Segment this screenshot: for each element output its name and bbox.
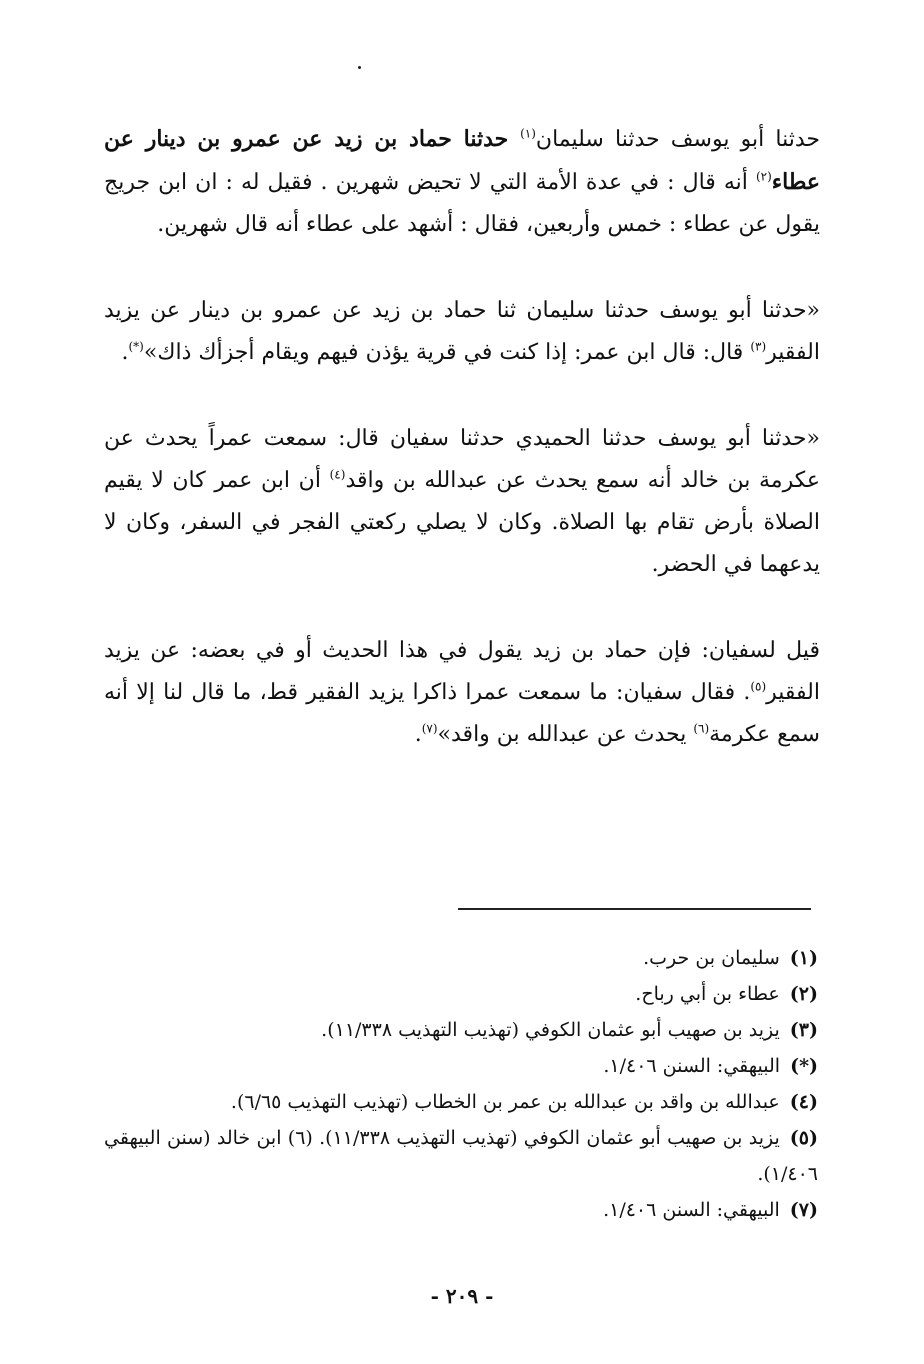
footnote-text: يزيد بن صهيب أبو عثمان الكوفي (تهذيب التهذيب ١١/٣٣٨). <box>321 1019 780 1041</box>
paragraph-text: أنه قال : في عدة الأمة التي لا تحيض شهرين . فقيل له : ان ابن جريج يقول عن عطاء : خمس وأربعين، فقال : أشهد على عطاء أنه قال شهرين. <box>104 170 820 237</box>
footnote-item <box>104 1120 818 1192</box>
footnote-ref: (٢) <box>755 169 772 184</box>
footnote-text: البيهقي: السنن ١/٤٠٦. <box>603 1055 781 1077</box>
footnote-ref: (١) <box>520 126 536 141</box>
footnote-ref: (٦) <box>693 721 710 736</box>
paragraph-text: حدثنا أبو يوسف حدثنا سليمان <box>535 127 820 152</box>
footnote-number: (*) <box>790 1055 818 1077</box>
paragraph-text: قيل لسفيان: فإن حماد بن زيد يقول في هذا الحديث أو في بعضه: عن يزيد الفقير <box>104 638 820 705</box>
footnote-number: (٧) <box>789 1199 818 1221</box>
footnote-number: (٤) <box>789 1091 818 1113</box>
footnote-text: البيهقي: السنن ١/٤٠٦. <box>603 1199 780 1221</box>
page-number: - ٢٠٩ - <box>430 1284 494 1308</box>
ink-dot <box>358 66 361 69</box>
footnote-ref: (٤) <box>329 467 346 482</box>
paragraph-text: . <box>121 340 129 365</box>
paragraph-text: . فقال سفيان: ما سمعت عمرا ذاكرا يزيد الفقير قط، ما قال لنا إلا أنه سمع عكرمة <box>104 680 820 747</box>
paragraph-text: قال: قال ابن عمر: إذا كنت في قرية يؤذن فيهم ويقام أجزأك ذاك» <box>143 340 751 365</box>
paragraph-4 <box>104 630 820 756</box>
footnote-text: عطاء بن أبي رباح. <box>635 983 780 1005</box>
footnote-text: يزيد بن صهيب أبو عثمان الكوفي (تهذيب التهذيب ١١/٣٣٨). (٦) ابن خالد (سنن البيهقي ١/٤٠٦). <box>104 1127 818 1185</box>
footnote-item <box>104 1048 818 1084</box>
footnote-item <box>104 1012 818 1048</box>
footnotes <box>104 940 818 1228</box>
paragraph-text: «حدثنا أبو يوسف حدثنا سليمان ثنا حماد بن زيد عن عمرو بن دينار عن يزيد الفقير <box>104 298 820 365</box>
footnote-number: (٥) <box>789 1127 819 1149</box>
paragraph-text: «حدثنا أبو يوسف حدثنا الحميدي حدثنا سفيان قال: سمعت عمراً يحدث عن عكرمة بن خالد أنه سمع يحدث عن عبدالله بن واقد <box>104 426 821 493</box>
paragraph-2 <box>104 290 820 374</box>
paragraph-3 <box>104 418 820 586</box>
paragraph-text: حدثنا حماد بن زيد عن عمرو بن دينار عن عطاء <box>104 126 820 195</box>
paragraph-text: يحدث عن عبدالله بن واقد» <box>437 722 694 747</box>
footnote-number: (٣) <box>789 1019 818 1041</box>
footnote-item <box>104 1084 818 1120</box>
footnote-ref: (٥) <box>750 679 767 694</box>
footnote-divider <box>458 908 811 910</box>
footnote-ref: (٣) <box>750 339 767 354</box>
footnote-ref: (٧) <box>421 721 438 736</box>
footnote-text: عبدالله بن واقد بن عبدالله بن عمر بن الخطاب (تهذيب التهذيب ٦/٦٥). <box>230 1091 780 1113</box>
footnote-item <box>104 940 818 976</box>
paragraph-1 <box>104 118 820 246</box>
footnote-item <box>104 976 818 1012</box>
footnote-text: سليمان بن حرب. <box>643 947 780 969</box>
footnote-number: (٢) <box>789 983 818 1005</box>
footnote-ref: (*) <box>128 339 144 354</box>
paragraph-text: أن ابن عمر كان لا يقيم الصلاة بأرض تقام بها الصلاة. وكان لا يصلي ركعتي الفجر في السفر، وكان لا يدعهما في الحضر. <box>104 468 820 577</box>
main-text <box>104 118 820 800</box>
footnote-item <box>104 1192 818 1228</box>
paragraph-text: . <box>414 722 422 747</box>
footnote-number: (١) <box>789 947 818 969</box>
